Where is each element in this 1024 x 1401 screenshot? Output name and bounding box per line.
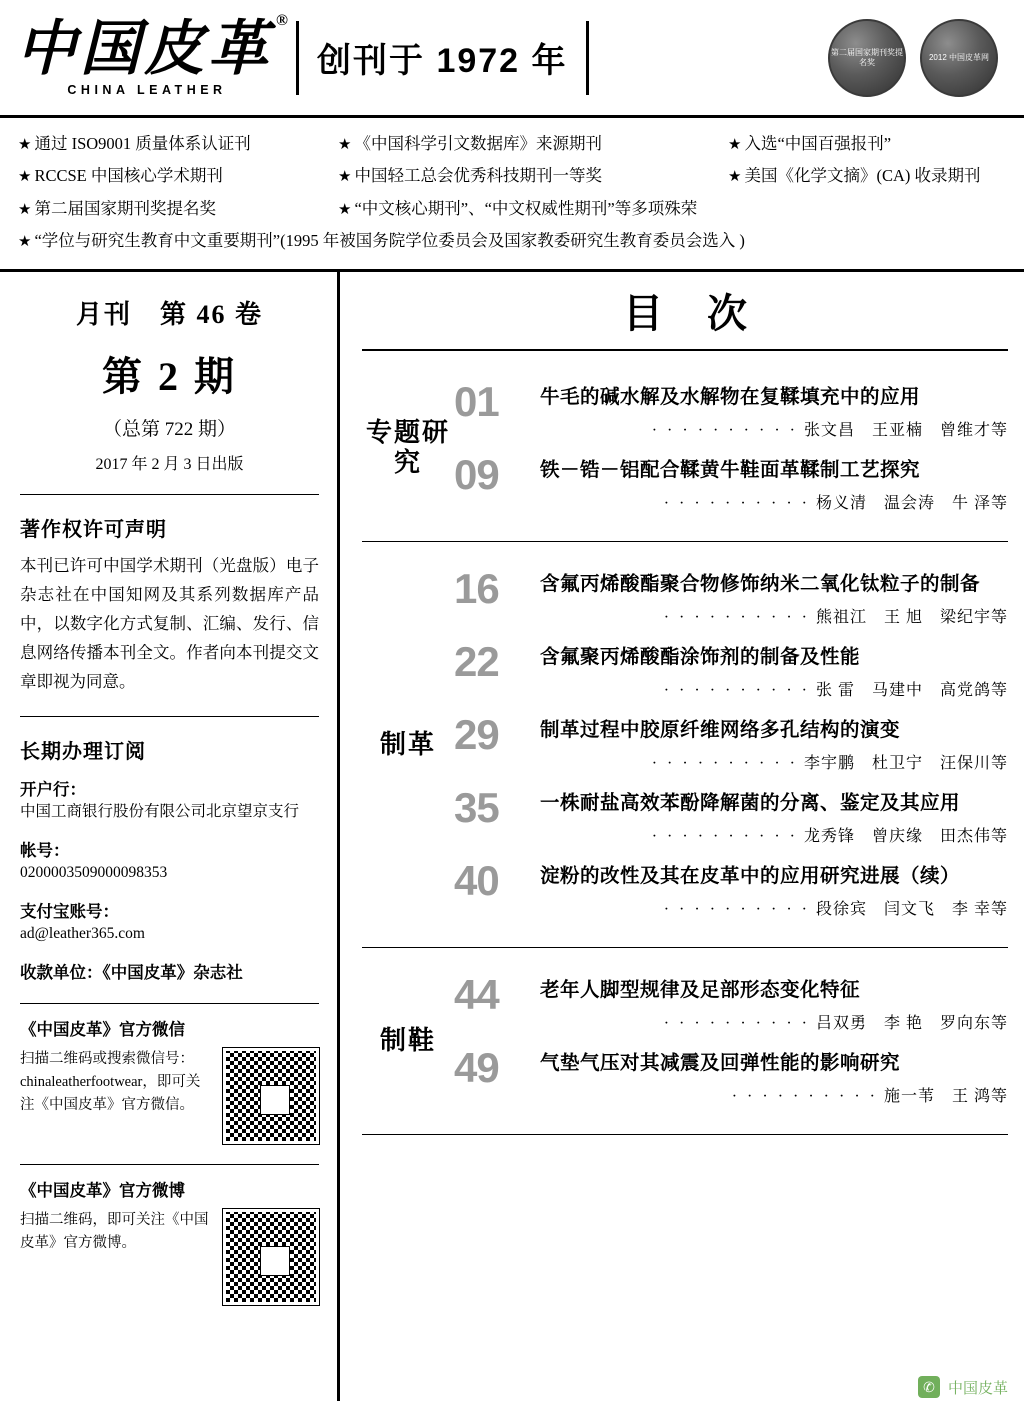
toc-section-label: 专题研究 — [365, 418, 450, 477]
weibo-heading: 《中国皮革》官方微博 — [20, 1180, 185, 1200]
watermark-text: 中国皮革 — [947, 1379, 1008, 1397]
honor-row — [18, 225, 1006, 257]
toc-page-number: 44 — [454, 971, 499, 1018]
toc-entry-authors — [540, 490, 1008, 513]
toc-entry-authors — [540, 896, 1008, 919]
bank-label: 开户行： — [20, 780, 86, 800]
honor-item — [18, 128, 338, 160]
toc-section — [362, 948, 1008, 1135]
star-icon: ★ — [18, 233, 32, 250]
issue-volume: 月刊 第 46 卷 — [75, 300, 263, 329]
leader-dots: · · · · · · · · · · — [651, 828, 798, 845]
divider — [20, 1003, 319, 1004]
authors-text: 龙秀锋 曾庆缘 田杰伟等 — [803, 828, 1008, 845]
payee-label: 收款单位： — [20, 962, 103, 982]
account-label: 帐号： — [20, 841, 70, 861]
sidebar — [0, 272, 340, 1401]
leader-dots: · · · · · · · · · · — [731, 1088, 878, 1105]
honor-text: RCCSE 中国核心学术期刊 — [34, 166, 223, 186]
award-badge-2-icon: 2012 中国皮革网 — [920, 19, 998, 97]
alipay-label: 支付宝账号： — [20, 901, 119, 921]
wechat-heading: 《中国皮革》官方微信 — [20, 1019, 185, 1039]
alipay-value: ad@leather365.com — [20, 924, 145, 942]
toc-page-number: 49 — [454, 1044, 499, 1091]
honor-text: 《中国科学引文数据库》来源期刊 — [354, 134, 602, 153]
authors-text: 张 雷 马建中 高党鸽等 — [815, 682, 1008, 699]
honor-item — [338, 128, 728, 160]
toc-entry-title: 气垫气压对其减震及回弹性能的影响研究 — [540, 1053, 901, 1074]
authors-text: 张文昌 王亚楠 曾维才等 — [803, 422, 1008, 439]
wechat-block — [20, 1016, 319, 1144]
honor-item — [18, 193, 338, 225]
issue-publish-date: 2017 年 2 月 3 日出版 — [95, 456, 244, 473]
toc-entry[interactable] — [454, 711, 1008, 773]
star-icon: ★ — [18, 169, 32, 186]
wechat-text: 扫描二维码或搜索微信号：chinaleatherfootwear，即可关注《中国皮革》官方微信。 — [20, 1050, 201, 1114]
toc-entry-title: 铁－锆－铝配合鞣黄牛鞋面革鞣制工艺探究 — [540, 460, 921, 481]
payee-line — [20, 959, 319, 983]
authors-text: 杨义清 温会涛 牛 泽等 — [815, 495, 1008, 512]
leader-dots: · · · · · · · · · · — [663, 609, 810, 626]
toc-entry-title: 含氟聚丙烯酸酯涂饰剂的制备及性能 — [540, 647, 861, 668]
watermark — [918, 1376, 1008, 1398]
honor-item — [338, 193, 728, 225]
authors-text: 吕双勇 李 艳 罗向东等 — [815, 1015, 1008, 1032]
table-of-contents — [340, 272, 1024, 1401]
star-icon: ★ — [338, 137, 352, 153]
registered-mark-icon: ® — [276, 11, 292, 29]
honor-item-empty — [728, 193, 1006, 225]
star-icon: ★ — [338, 169, 352, 186]
honor-row — [18, 128, 1006, 160]
star-icon: ★ — [728, 169, 742, 186]
honor-text: 第二届国家期刊奖提名奖 — [34, 198, 216, 218]
issue-total-number: （总第 722 期） — [102, 419, 236, 440]
toc-entry-authors — [540, 1010, 1008, 1033]
toc-section-label: 制革 — [379, 729, 436, 759]
authors-text: 施一苇 王 鸿等 — [883, 1088, 1008, 1105]
copyright-text: 本刊已许可中国学术期刊（光盘版）电子杂志社在中国知网及其系列数据库产品中，以数字化方式复制、汇编、发行、信息网络传播本刊全文。作者向本刊提交文章即视为同意。 — [20, 556, 319, 691]
toc-entry-authors — [540, 604, 1008, 627]
toc-entry[interactable] — [454, 971, 1008, 1033]
authors-text: 李宇鹏 杜卫宁 汪保川等 — [803, 755, 1008, 772]
honor-row — [18, 193, 1006, 225]
wechat-qr-code[interactable] — [223, 1048, 319, 1144]
toc-page-number: 16 — [454, 565, 499, 612]
toc-entry-authors — [540, 750, 1008, 773]
toc-entry-title: 一株耐盐高效苯酚降解菌的分离、鉴定及其应用 — [540, 793, 961, 814]
wechat-icon: ✆ — [918, 1376, 940, 1398]
leader-dots: · · · · · · · · · · — [663, 682, 810, 699]
honor-text: 入选“中国百强报刊” — [744, 134, 892, 153]
account-value: 0200003509000098353 — [20, 864, 168, 882]
divider-left — [296, 21, 299, 95]
honor-item — [18, 160, 338, 192]
journal-title-cn-text: 中国皮革 — [16, 15, 272, 82]
founded-year-text: 创刊于 1972 年 — [317, 42, 568, 80]
toc-entry-title: 含氟丙烯酸酯聚合物修饰纳米二氧化钛粒子的制备 — [540, 574, 981, 595]
honor-text: “学位与研究生教育中文重要期刊”(1995 年被国务院学位委员会及国家教委研究生教育委员会选入 ) — [34, 230, 745, 250]
toc-entry[interactable] — [454, 378, 1008, 440]
toc-page-number: 01 — [454, 378, 499, 425]
award-badge-1-icon: 第二届国家期刊奖提名奖 — [828, 19, 906, 97]
toc-entry-authors — [540, 823, 1008, 846]
weibo-block — [20, 1177, 319, 1305]
star-icon: ★ — [18, 201, 32, 218]
toc-entry[interactable] — [454, 857, 1008, 919]
toc-entry-authors — [540, 417, 1008, 440]
toc-heading: 目次 — [362, 282, 1008, 351]
toc-page-number: 29 — [454, 711, 499, 758]
honor-row — [18, 160, 1006, 192]
toc-page-number: 22 — [454, 638, 499, 685]
subscribe-heading: 长期办理订阅 — [20, 741, 146, 764]
toc-entry[interactable] — [454, 1044, 1008, 1106]
leader-dots: · · · · · · · · · · — [663, 495, 810, 512]
leader-dots: · · · · · · · · · · — [651, 422, 798, 439]
star-icon: ★ — [338, 201, 352, 218]
weibo-qr-code[interactable] — [223, 1209, 319, 1305]
honor-text: 通过 ISO9001 质量体系认证刊 — [34, 134, 251, 153]
toc-section-label: 制鞋 — [379, 1026, 436, 1056]
toc-entry-title: 制革过程中胶原纤维网络多孔结构的演变 — [540, 720, 901, 741]
honor-item — [18, 225, 745, 257]
divider-right — [586, 21, 589, 95]
content-area — [0, 272, 1024, 1401]
authors-text: 段徐宾 闫文飞 李 幸等 — [815, 901, 1008, 918]
award-badges — [828, 19, 1008, 97]
toc-entry-title: 淀粉的改性及其在皮革中的应用研究进展（续） — [540, 866, 961, 887]
copyright-heading: 著作权许可声明 — [20, 519, 167, 541]
honor-item — [728, 128, 1006, 160]
star-icon: ★ — [728, 137, 742, 153]
masthead — [0, 0, 1024, 118]
star-icon: ★ — [18, 137, 32, 153]
leader-dots: · · · · · · · · · · — [663, 1015, 810, 1032]
toc-entry-title: 牛毛的碱水解及水解物在复鞣填充中的应用 — [540, 387, 921, 408]
honors-list — [0, 118, 1024, 272]
honor-text: “中文核心期刊”、“中文权威性期刊”等多项殊荣 — [354, 198, 698, 218]
toc-entry[interactable] — [454, 638, 1008, 700]
toc-section — [362, 355, 1008, 542]
leader-dots: · · · · · · · · · · — [651, 755, 798, 772]
journal-title-cn — [16, 11, 292, 82]
toc-entry[interactable] — [454, 565, 1008, 627]
issue-number: 第 2 期 — [102, 354, 237, 399]
authors-text: 熊祖江 王 旭 梁纪宇等 — [815, 609, 1008, 626]
toc-entry-title: 老年人脚型规律及足部形态变化特征 — [540, 980, 861, 1001]
journal-logo — [16, 11, 292, 97]
bank-value: 中国工商银行股份有限公司北京望京支行 — [20, 803, 300, 821]
divider — [20, 494, 319, 495]
divider — [20, 1164, 319, 1165]
honor-text: 中国轻工总会优秀科技期刊一等奖 — [354, 166, 602, 186]
honor-item — [728, 160, 1006, 192]
honor-text: 美国《化学文摘》(CA) 收录期刊 — [744, 166, 981, 186]
payee-value: 《中国皮革》杂志社 — [102, 962, 243, 982]
toc-entry[interactable] — [454, 784, 1008, 846]
toc-entry-authors — [540, 677, 1008, 700]
toc-page-number: 40 — [454, 857, 499, 904]
honor-item — [338, 160, 728, 192]
toc-section — [362, 542, 1008, 948]
leader-dots: · · · · · · · · · · — [663, 901, 810, 918]
journal-title-en: CHINA LEATHER — [67, 82, 227, 97]
toc-page-number: 35 — [454, 784, 499, 831]
toc-entry-authors — [540, 1083, 1008, 1106]
divider — [20, 716, 319, 717]
toc-entry[interactable] — [454, 451, 1008, 513]
toc-page-number: 09 — [454, 451, 499, 498]
weibo-text: 扫描二维码，即可关注《中国皮革》官方微博。 — [20, 1211, 209, 1251]
